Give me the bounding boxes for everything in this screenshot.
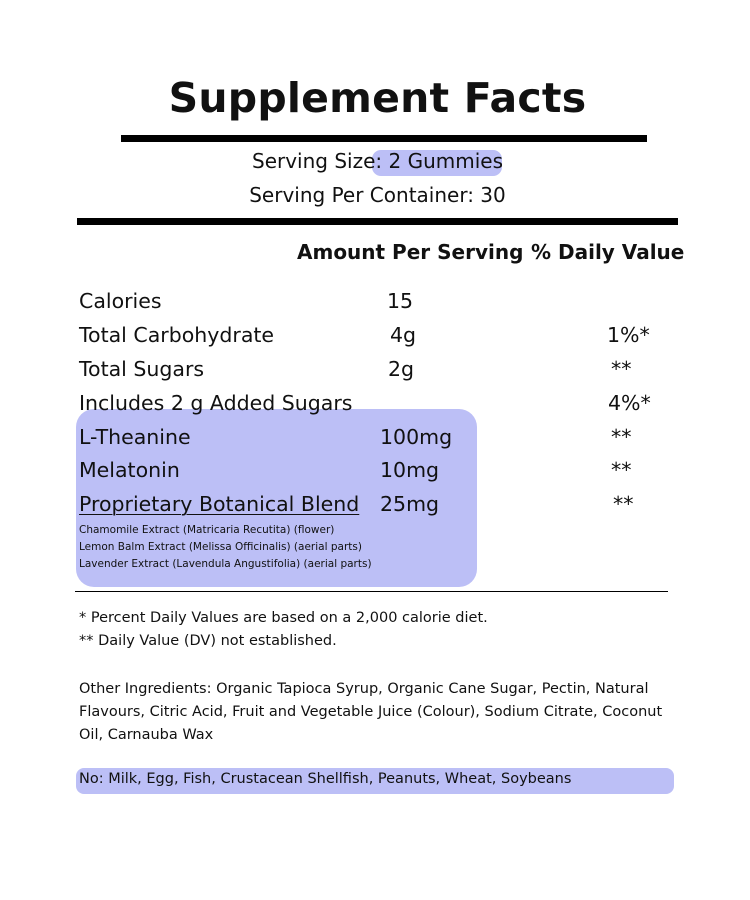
nutrient-amount: 100mg — [380, 425, 453, 449]
nutrient-daily-value: ** — [613, 492, 634, 516]
nutrient-daily-value: 1%* — [607, 323, 650, 347]
column-header-daily-value: % Daily Value — [531, 240, 685, 264]
nutrient-name: Total Sugars — [79, 357, 205, 381]
blend-ingredient: Chamomile Extract (Matricaria Recutita) (flower) — [79, 524, 335, 536]
nutrient-daily-value: ** — [611, 357, 632, 381]
nutrient-name: Calories — [79, 289, 162, 313]
nutrient-amount: 25mg — [380, 492, 440, 516]
title-divider — [121, 135, 647, 142]
nutrient-amount: 4g — [390, 323, 417, 347]
allergen-statement: No: Milk, Egg, Fish, Crustacean Shellfish, Peanuts, Wheat, Soybeans — [79, 771, 572, 787]
nutrient-daily-value: 4%* — [608, 391, 651, 415]
nutrient-name: Total Carbohydrate — [79, 323, 275, 347]
blend-ingredient: Lavender Extract (Lavendula Angustifolia) (aerial parts) — [79, 558, 372, 570]
nutrient-name: L-Theanine — [79, 425, 191, 449]
nutrient-amount: 15 — [387, 289, 414, 313]
nutrient-amount: 10mg — [380, 458, 440, 482]
header-divider — [77, 218, 678, 225]
nutrient-name: Proprietary Botanical Blend — [79, 492, 360, 516]
nutrient-name: Melatonin — [79, 458, 180, 482]
blend-ingredient: Lemon Balm Extract (Melissa Officinalis) (aerial parts) — [79, 541, 362, 553]
footnote-divider — [75, 591, 668, 592]
servings-per-container: Serving Per Container: 30 — [249, 183, 506, 207]
footnote-dv-not-established: ** Daily Value (DV) not established. — [79, 633, 337, 649]
column-header-amount: Amount Per Serving — [297, 240, 524, 264]
nutrient-amount: 2g — [388, 357, 415, 381]
footnote-daily-values: * Percent Daily Values are based on a 2,000 calorie diet. — [79, 610, 488, 626]
serving-size: Serving Size: 2 Gummies — [252, 149, 503, 173]
nutrient-daily-value: ** — [611, 458, 632, 482]
other-ingredients: Other Ingredients: Organic Tapioca Syrup, Organic Cane Sugar, Pectin, Natural Flavours, Citric Acid, Fruit and Vegetable Juice (Colour), Sodium Citrate, Coconut Oil, Carnauba Wax — [79, 681, 663, 743]
label-title: Supplement Facts — [168, 74, 587, 122]
nutrient-daily-value: ** — [611, 425, 632, 449]
nutrient-name: Includes 2 g Added Sugars — [79, 391, 353, 415]
